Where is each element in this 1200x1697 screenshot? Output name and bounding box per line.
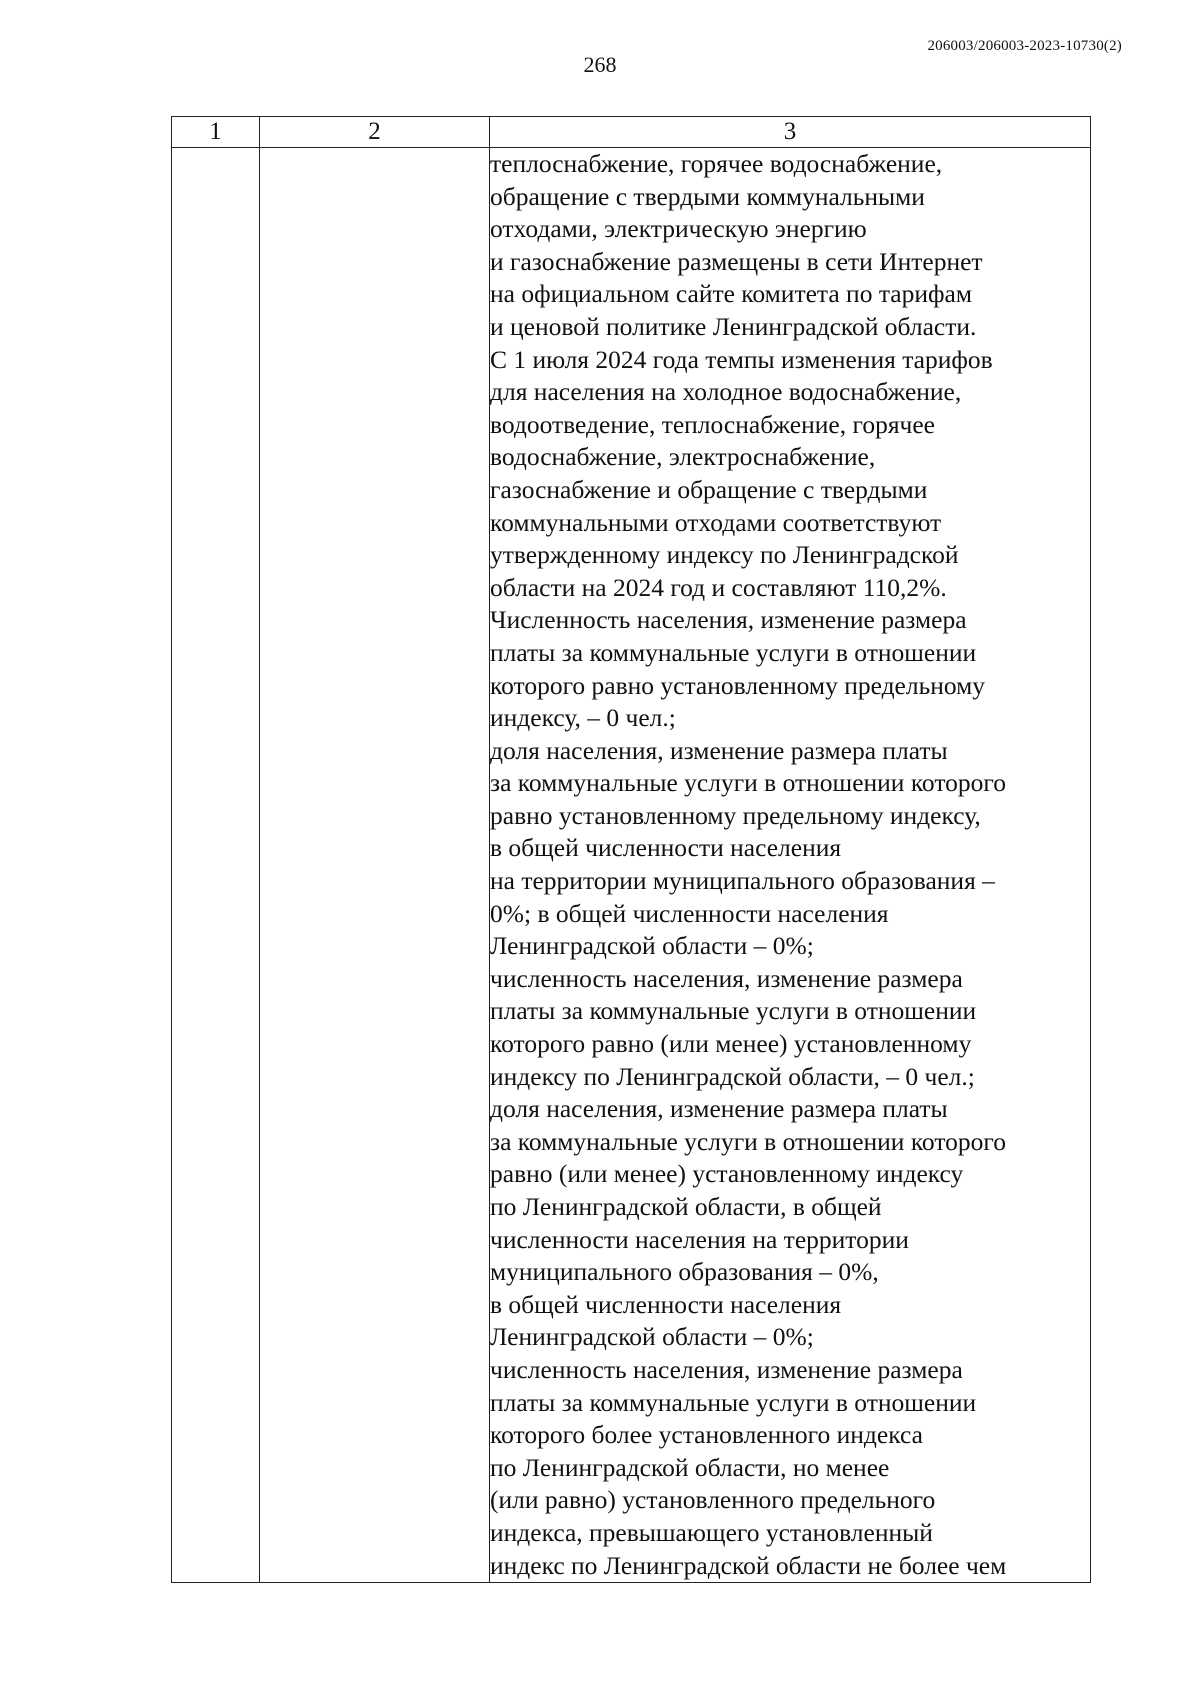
text-line: равно (или менее) установленному индексу	[490, 1159, 964, 1189]
table-header-row	[172, 117, 1091, 148]
text-line: платы за коммунальные услуги в отношении	[490, 996, 977, 1026]
text-line: муниципального образования – 0%,	[490, 1257, 879, 1287]
text-line: доля населения, изменение размера платы	[490, 1094, 948, 1124]
text-line: коммунальными отходами соответствуют	[490, 507, 942, 537]
text-line: численности населения на территории	[490, 1224, 909, 1254]
text-line: которого равно установленному предельному	[490, 670, 986, 700]
text-line: которого более установленного индекса	[490, 1420, 923, 1450]
text-line: отходами, электрическую энергию	[490, 214, 867, 244]
text-line: Ленинградской области – 0%;	[490, 1322, 814, 1352]
content-table	[171, 116, 1091, 1583]
text-line: индексу, – 0 чел.;	[490, 703, 676, 733]
text-line: в общей численности населения	[490, 1289, 842, 1319]
text-line: для населения на холодное водоснабжение,	[490, 377, 962, 407]
text-line: теплоснабжение, горячее водоснабжение,	[490, 149, 943, 178]
column-header-1: 1	[172, 117, 260, 148]
text-line: обращение с твердыми коммунальными	[490, 181, 925, 211]
text-line: численность населения, изменение размера	[490, 1354, 963, 1384]
text-line: газоснабжение и обращение с твердыми	[490, 474, 928, 504]
text-line: и газоснабжение размещены в сети Интернет	[490, 246, 983, 276]
text-line: (или равно) установленного предельного	[490, 1485, 936, 1515]
text-line: за коммунальные услуги в отношении которого	[490, 1126, 1006, 1156]
text-line: водоотведение, теплоснабжение, горячее	[490, 409, 936, 439]
text-line: равно установленному предельному индексу,	[490, 800, 981, 830]
text-line: которого равно (или менее) установленному	[490, 1029, 972, 1059]
text-line: доля населения, изменение размера платы	[490, 735, 948, 765]
text-line: платы за коммунальные услуги в отношении	[490, 1387, 977, 1417]
text-line: области на 2024 год и составляют 110,2%.	[490, 572, 947, 602]
table-cell-col2	[260, 148, 490, 1583]
text-line: платы за коммунальные услуги в отношении	[490, 637, 977, 667]
column-header-3: 3	[490, 117, 1091, 148]
column-header-2: 2	[260, 117, 490, 148]
page-number: 268	[583, 52, 617, 77]
text-line: утвержденному индексу по Ленинградской	[490, 540, 959, 570]
text-line: индекса, превышающего установленный	[490, 1517, 933, 1547]
text-line: за коммунальные услуги в отношении которого	[490, 768, 1006, 798]
document-id: 206003/206003-2023-10730(2)	[927, 38, 1122, 54]
text-line: по Ленинградской области, но менее	[490, 1452, 890, 1482]
text-line: Ленинградской области – 0%;	[490, 931, 814, 961]
text-line: индекс по Ленинградской области не более чем	[490, 1550, 1007, 1580]
text-line: на официальном сайте комитета по тарифам	[490, 279, 972, 309]
text-line: 0%; в общей численности населения	[490, 898, 889, 928]
text-line: и ценовой политике Ленинградской области.	[490, 311, 977, 341]
text-line: водоснабжение, электроснабжение,	[490, 442, 876, 472]
text-line: численность населения, изменение размера	[490, 963, 963, 993]
table-row	[172, 148, 1091, 1583]
text-line: индексу по Ленинградской области, – 0 чел.;	[490, 1061, 975, 1091]
text-line: Численность населения, изменение размера	[490, 605, 967, 635]
table-cell-col1	[172, 148, 260, 1583]
text-line: по Ленинградской области, в общей	[490, 1192, 882, 1221]
text-line: С 1 июля 2024 года темпы изменения тарифов	[490, 344, 993, 374]
text-line: в общей численности населения	[490, 833, 842, 863]
table-cell-col3	[490, 148, 1091, 1583]
text-line: на территории муниципального образования –	[490, 866, 995, 896]
